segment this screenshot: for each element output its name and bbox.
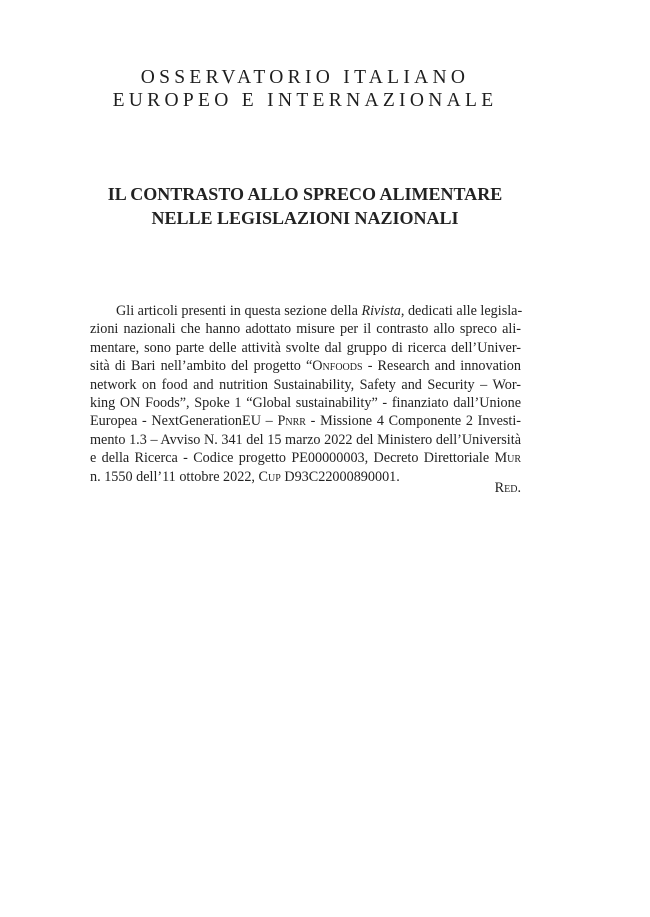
text-run: n. 1550 dell’11 ottobre 2022, [90, 468, 259, 485]
body-line: network on food and nutrition Sustainability, Safety and Security – Wor- [90, 376, 521, 393]
body-line: zioni nazionali che hanno adottato misure per il contrasto allo spreco ali- [90, 321, 521, 338]
editorial-signature: Red. [494, 480, 521, 496]
small-caps-run: Cup [258, 468, 281, 485]
small-caps-run: Mur [494, 450, 521, 467]
body-line [90, 357, 521, 375]
text-run: - Research and innovation [362, 358, 521, 375]
section-title-line-2: NELLE LEGISLAZIONI NAZIONALI [151, 208, 459, 228]
text-run: sità di Bari nell’ambito del progetto “ [90, 358, 313, 375]
body-line [90, 302, 521, 320]
text-run: Gli articoli presenti in questa sezione della [116, 303, 362, 319]
body-line: mento 1.3 – Avviso N. 341 del 15 marzo 2022 del Ministero dell’Università [90, 431, 521, 448]
small-caps-run: Pnrr [277, 413, 306, 430]
body-line: king ON Foods”, Spoke 1 “Global sustainability” - finanziato dall’Unione [90, 394, 521, 411]
section-title [0, 182, 610, 230]
journal-header-line-1: OSSERVATORIO ITALIANO [140, 67, 470, 88]
journal-header-line-2: EUROPEO E INTERNAZIONALE [112, 90, 498, 111]
body-line [90, 449, 521, 467]
text-run: , dedicati alle legisla- [400, 303, 523, 319]
body-line [90, 412, 521, 430]
text-run: - Missione 4 Componente 2 Investi- [305, 413, 521, 430]
body-paragraph [90, 302, 521, 486]
text-run: Europea - NextGenerationEU – [90, 413, 278, 430]
text-run: e della Ricerca - Codice progetto PE00000003, Decreto Direttoriale [90, 450, 495, 467]
section-title-line-1: IL CONTRASTO ALLO SPRECO ALIMENTARE [107, 184, 503, 204]
body-line: mentare, sono parte delle attività svolte dal gruppo di ricerca dell’Univer- [90, 339, 521, 356]
small-caps-run: Onfoods [312, 358, 363, 375]
italic-run: Rivista [361, 303, 401, 319]
text-run: D93C22000890001. [280, 468, 400, 485]
journal-header [0, 66, 610, 112]
